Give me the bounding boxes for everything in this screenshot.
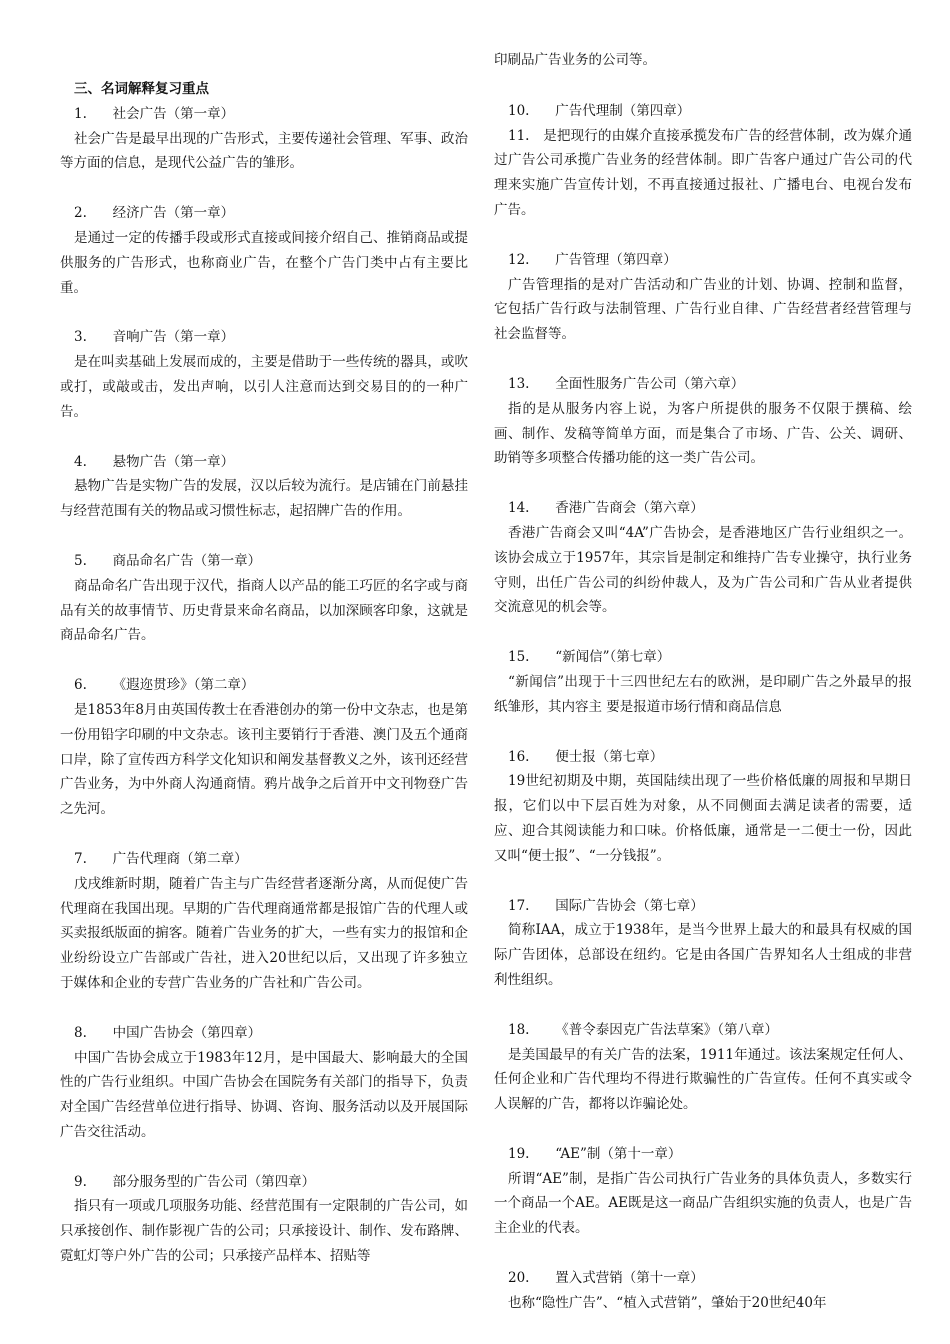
entry-number: 16. (508, 748, 530, 765)
entry (494, 99, 912, 223)
entry (494, 745, 912, 869)
entry-term: 音响广告（第一章） (112, 329, 235, 346)
entry-text: 19世纪初期及中期，英国陆续出现了一些价格低廉的周报和早期日报，它们以中下层百姓为对象，从不同侧面去满足读者的需要，适应、迎合其阅读能力和口味。价格低廉，通常是一二便士一份，因此又叫“便士报”、“一分钱报”。 (494, 773, 912, 864)
entry-heading (494, 894, 912, 919)
right-column (494, 48, 912, 1341)
entry-heading (60, 847, 468, 872)
entry-term: “AE”制（第十一章） (555, 1145, 682, 1162)
entry-term: 部分服务型的广告公司（第四章） (112, 1173, 316, 1190)
entry (60, 325, 468, 424)
entry-text: 悬物广告是实物广告的发展，汉以后较为流行。是店铺在门前悬挂与经营范围有关的物品或习惯性标志，起招牌广告的作用。 (60, 478, 468, 520)
entry-number: 18. (508, 1021, 530, 1038)
entry-number: 17. (508, 897, 530, 914)
entry-text: 中国广告协会成立于1983年12月，是中国最大、影响最大的全国性的广告行业组织。中国广告协会在国院务有关部门的指导下，负责对全国广告经营单位进行指导、协调、咨询、服务活动以及开展国际广告交往活动。 (60, 1049, 468, 1140)
entry-heading (60, 450, 468, 475)
entry-text: 是通过一定的传播手段或形式直接或间接介绍自己、推销商品或提供服务的广告形式，也称商业广告，在整个广告门类中占有主要比重。 (60, 229, 468, 296)
entry-heading (494, 496, 912, 521)
entry (60, 673, 468, 822)
entry-heading (494, 1142, 912, 1167)
entry (60, 450, 468, 524)
entry-number: 12. (508, 251, 530, 268)
entry-heading (60, 1170, 468, 1195)
continued-text: 印刷品广告业务的公司等。 (494, 52, 656, 68)
entry (494, 645, 912, 719)
entry (60, 1021, 468, 1145)
entry (60, 847, 468, 996)
entry-term: 国际广告协会（第七章） (555, 897, 704, 914)
entry-term: “新闻信”（第七章） (555, 649, 671, 666)
entry-heading (494, 1018, 912, 1043)
entry-text: 是在叫卖基础上发展而成的，主要是借助于一些传统的器具，或吹或打，或敲或击，发出声响，以引人注意而达到交易目的的一种广告。 (60, 354, 468, 420)
entry-term: 《普令泰因克广告法草案》（第八章） (555, 1021, 778, 1038)
entry (494, 496, 912, 620)
entry-text: 也称“隐性广告”、“植入式营销”，肇始于20世纪40年 (508, 1294, 827, 1311)
entry-number: 1. (74, 105, 87, 122)
entry-heading (494, 372, 912, 397)
entry-number: 4. (74, 453, 87, 470)
entry-text: 指的是从服务内容上说，为客户所提供的服务不仅限于撰稿、绘画、制作、发稿等简单方面，而是集合了市场、广告、公关、调研、助销等多项整合传播功能的这一类广告公司。 (494, 400, 912, 467)
entry-text: 指只有一项或几项服务功能、经营范围有一定限制的广告公司，如只承接创作、制作影视广告的公司；只承接设计、制作、发布路牌、霓虹灯等户外广告的公司；只承接产品样本、招贴等 (60, 1198, 468, 1265)
entry-term: 社会广告（第一章） (112, 105, 235, 122)
entry-text: 是美国最早的有关广告的法案，1911年通过。该法案规定任何人、任何企业和广告代理均不得进行欺骗性的广告宣传。任何不真实或令人误解的广告，都将以诈骗论处。 (494, 1046, 912, 1113)
entry-number: 14. (508, 500, 530, 517)
entry-number: 5. (74, 552, 87, 569)
entry-text: 香港广告商会又叫“4A”广告协会，是香港地区广告行业组织之一。该协会成立于1957年，其宗旨是制定和维持广告专业操守，执行业务守则，出任广告公司的纠纷仲裁人，及为广告公司和广告从业者提供交流意见的机会等。 (494, 524, 912, 616)
entry-term: 悬物广告（第一章） (112, 453, 235, 470)
entry-text: 所谓“AE”制，是指广告公司执行广告业务的具体负责人，多数实行一个商品一个AE。AE既是这一商品广告组织实施的负责人，也是广告主企业的代表。 (494, 1170, 912, 1237)
entry-text: 是1853年8月由英国传教士在香港创办的第一份中文杂志，也是第一份用铅字印刷的中文杂志。该刊主要销行于香港、澳门及五个通商口岸，除了宣传西方科学文化知识和阐发基督教义之外，该刊还经营广告业务，为中外商人沟通商情。鸦片战争之后首开中文刊物登广告之先河。 (60, 701, 468, 818)
entry-number: 8. (74, 1024, 87, 1041)
entry-number: 13. (508, 375, 530, 392)
entry-text: 11. 是把现行的由媒介直接承揽发布广告的经营体制，改为媒介通过广告公司承揽广告业务的经营体制。即广告客户通过广告公司的代理来实施广告宣传计划，不再直接通过报社、广播电台、电视台发布广告。 (494, 127, 912, 218)
entry-heading (60, 549, 468, 574)
entry (494, 894, 912, 993)
entry-heading (494, 745, 912, 770)
left-column (60, 48, 468, 1294)
entry-text: 简称IAA，成立于1938年，是当今世界上最大的和最具有权威的国际广告团体，总部设在纽约。它是由各国广告界知名人士组成的非营利性组织。 (494, 922, 912, 988)
entry-term: 广告管理（第四章） (555, 251, 677, 268)
entry-number: 7. (74, 850, 87, 867)
entry-term: 《遐迩贯珍》（第二章） (112, 677, 255, 694)
entry-number: 19. (508, 1145, 530, 1162)
entry-heading (494, 1266, 912, 1291)
entry-term: 广告代理商（第二章） (112, 850, 248, 867)
entry-number: 2. (74, 205, 87, 222)
entry-number: 3. (74, 329, 87, 346)
entry (60, 102, 468, 176)
entry-text: “新闻信”出现于十三四世纪左右的欧洲，是印刷广告之外最早的报纸雏形，其内容主 要是报道市场行情和商品信息 (494, 673, 912, 715)
entry (494, 372, 912, 471)
entry-text: 戊戌维新时期，随着广告主与广告经营者逐渐分离，从而促使广告代理商在我国出现。早期的广告代理商通常都是报馆广告的代理人或买卖报纸版面的掮客。随着广告业务的扩大，一些有实力的报馆和企业纷纷设立广告部或广告社，进入20世纪以后，又出现了许多独立于媒体和企业的专营广告业务的广告社和广告公司。 (60, 875, 468, 991)
entry-number: 20. (508, 1270, 530, 1287)
entry-number: 15. (508, 649, 530, 666)
entry-term: 中国广告协会（第四章） (112, 1024, 262, 1041)
entry (494, 1018, 912, 1117)
entry (60, 201, 468, 300)
section-title: 三、名词解释复习重点 (74, 81, 209, 97)
entry (494, 1266, 912, 1316)
entry-heading (60, 201, 468, 226)
entry-term: 商品命名广告（第一章） (112, 552, 262, 569)
entry-text: 社会广告是最早出现的广告形式，主要传递社会管理、军事、政治等方面的信息，是现代公益广告的雏形。 (60, 130, 468, 172)
entry-term: 便士报（第七章） (555, 748, 664, 765)
entry-number: 10. (508, 102, 530, 119)
entry-heading (60, 102, 468, 127)
entry (60, 1170, 468, 1269)
entry (494, 248, 912, 347)
entry-heading (60, 673, 468, 698)
entry-heading (60, 325, 468, 350)
entry-number: 6. (74, 677, 87, 694)
entry-text: 广告管理指的是对广告活动和广告业的计划、协调、控制和监督，它包括广告行政与法制管理、广告行业自律、广告经营者经营管理与社会监督等。 (494, 276, 912, 343)
entry-term: 经济广告（第一章） (112, 205, 235, 222)
entry-term: 香港广告商会（第六章） (555, 500, 704, 517)
entry-heading (494, 99, 912, 124)
entry-heading (494, 248, 912, 273)
entry-heading (60, 1021, 468, 1046)
entry (60, 549, 468, 648)
entry-heading (494, 645, 912, 670)
entry-number: 9. (74, 1173, 87, 1190)
entry (494, 1142, 912, 1241)
entry-term: 置入式营销（第十一章） (555, 1270, 704, 1287)
entry-term: 广告代理制（第四章） (555, 102, 691, 119)
entry-term: 全面性服务广告公司（第六章） (555, 375, 745, 392)
entry-text: 商品命名广告出现于汉代，指商人以产品的能工巧匠的名字或与商品有关的故事情节、历史背景来命名商品，以加深顾客印象，这就是商品命名广告。 (60, 577, 468, 644)
